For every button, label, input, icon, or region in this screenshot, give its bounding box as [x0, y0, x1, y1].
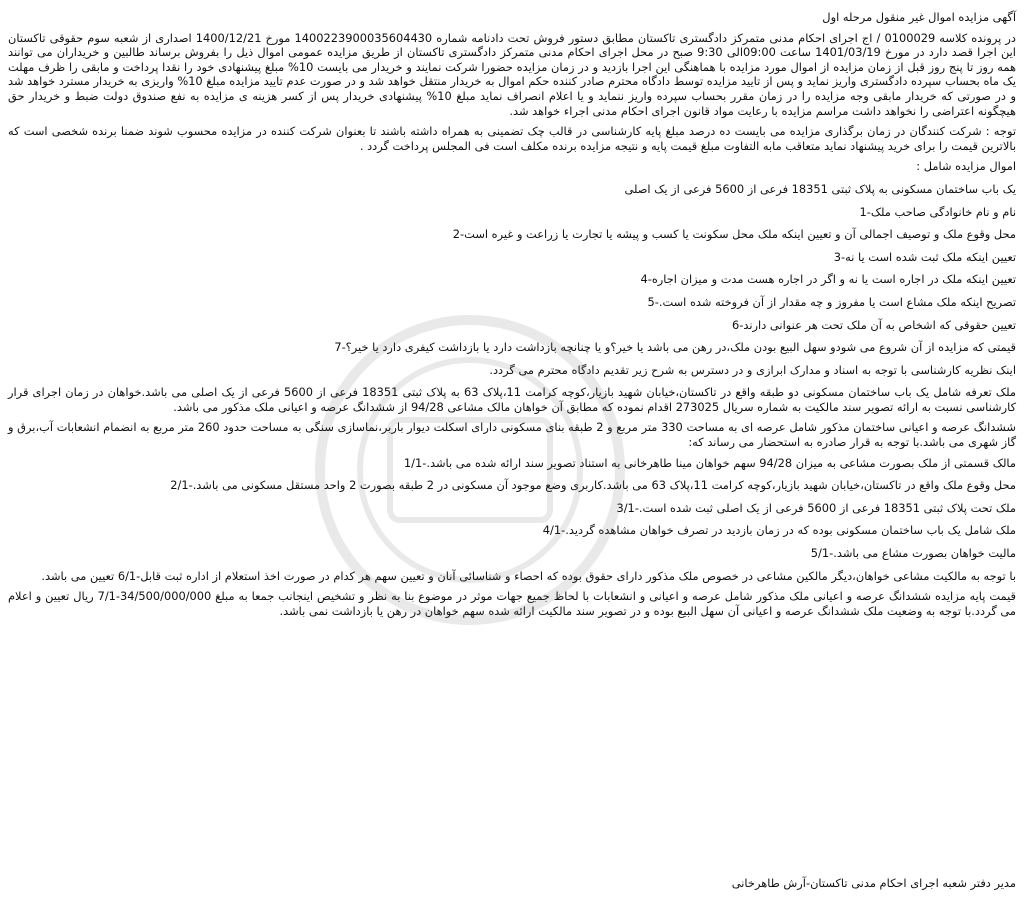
answer-6-1: با توجه به مالکیت مشاعی خواهان،دیگر مالکین مشاعی در خصوص ملک مذکور دارای حقوق بوده که احصاء و شناسائی آنان و تعیین سهم هر کدام در صورت اخذ استعلام از اداره ثبت قابل-6/1 تعیین می باشد.	[41, 568, 1016, 583]
notice-title: آگهی مزایده اموال غیر منقول مرحله اول	[822, 10, 1016, 24]
answer-1-1: مالک قسمتی از ملک بصورت مشاعی به میزان 94/28 سهم خواهان مینا طاهرخانی به استناد تصویر سند ارائه شده می باشد.-1/1	[403, 455, 1016, 470]
note-paragraph: توجه : شرکت کنندگان در زمان برگذاری مزایده می بایست ده درصد مبلغ پایه کارشناسی در قالب چک تضمینی به همراه داشته باشند تا بعنوان شرکت کننده در مزایده محسوب شوند ضمنا برنده شخصی است که بالاترین قیمت را برای خرید پیشنهاد نماید متعاقب مابه التفاوت مبلغ قیمت پایه و نتیجه مزایده برنده مکلف است فی المجلس پرداخت گردد .	[8, 124, 1016, 153]
signature-line: مدیر دفتر شعبه اجرای احکام مدنی تاکستان-آرش طاهرخانی	[731, 876, 1016, 890]
asset-description: یک باب ساختمان مسکونی به پلاک ثبتی 18351 فرعی از 5600 فرعی از یک اصلی	[624, 181, 1016, 196]
question-7: قیمتی که مزایده از آن شروع می شودو سهل البیع بودن ملک،در رهن می باشد یا خیر؟و یا چنانچه بازداشت دارد یا بازداشت کیفری دارد یا خیر؟-7	[334, 340, 1016, 355]
answer-7-1: قیمت پایه مزایده ششدانگ عرصه و اعیانی ملک مذکور شامل عرصه و اعیانی و انشعابات با لحاظ جمیع جهات موثر در موضوع بنا به نظر و تشخیص اینجانب جمعا به مبلغ 34/500/000/000-7/1 ریال تعیین و اعلام می گردد.با توجه به وضعیت ملک ششدانگ عرصه و اعیانی آن سهل البیع بوده و در تصویر سند مالکیت ارائه شده سهم خواهان در رهن یا بازداشت نمی باشد.	[8, 589, 1016, 618]
answer-5-1: مالیت خواهان بصورت مشاع می باشد.-5/1	[810, 546, 1016, 561]
question-1: نام و نام خانوادگی صاحب ملک-1	[859, 204, 1016, 219]
assets-heading: اموال مزایده شامل :	[916, 159, 1016, 174]
expert-intro: اینک نظریه کارشناسی با توجه به اسناد و مدارک ابرازی و در دسترس به شرح زیر تقدیم دادگاه محترم می گردد.	[489, 362, 1016, 377]
question-4: تعیین اینکه ملک در اجاره است یا نه و اگر در اجاره هست مدت و میزان اجاره-4	[640, 272, 1016, 287]
intro-paragraph: در پرونده کلاسه 0100029 / اج اجرای احکام مدنی متمرکز دادگستری تاکستان مطابق دستور فروش تحت دادنامه شماره 140022390003560443‌0 مورخ 1400/12/21 اصداری از شعبه سوم حقوقی تاکستان این اجرا قصد دارد در مورخ 1401/03/19 ساعت 09:00الی 9:30 صبح در محل اجرای احکام مدنی متمرکز دادگستری تاکستان از طریق مزایده عمومی اموال ذیل را بفروش برساند طالبین و خریداران می توانند همه روز تا پنج روز قبل از زمان مزایده از اموال مورد مزایده با هماهنگی این اجرا بازدید و در زمان مزایده حضورا شرکت نمایند و خریدار می بایست 10% مبلغ پیشنهادی خود را نقدا پرداخت و مابقی را ظرف مهلت یک ماه بحساب سپرده دادگستری واریز نماید و پس از تایید مزایده توسط دادگاه محترم صادر کننده حکم اموال به خریدار منتقل خواهد شد و در صورت عدم تایید مزایده مبلغ 10% واریزی به خریدار مسترد خواهد شد و در صورتی که خریدار مابقی وجه مزایده را در زمان مقرر بحساب سپرده واریز ننماید و یا اعلام انصراف نماید مبلغ 10% پیشنهادی خریدار پس از کسر هزینه ی مزایده به نفع صندوق دولت ضبط و خریدار حق هیچگونه اعتراضی را نخواهد داشت مراسم مزایده با رعایت مواد قانون اجرای احکام مدنی اجراء خواهد شد.	[8, 30, 1016, 118]
property-description: ملک تعرفه شامل یک باب ساختمان مسکونی دو طبقه واقع در تاکستان،خیابان شهید بازیار،کوچه کرامت 11،پلاک 63 به پلاک ثبتی 18351 فرعی از 5600 فرعی از یک اصلی می باشد.خواهان در زمان اجرای قرار کارشناسی نسبت به ارائه تصویر سند مالکیت به شماره سریال 273025 اقدام نموده که مطابق آن خواهان مالک مشاعی 94/28 از ششدانگ عرصه و اعیانی ملک مذکور می باشد.	[8, 385, 1016, 414]
question-6: تعیین حقوقی که اشخاص به آن ملک تحت هر عنوانی دارند-6	[732, 317, 1016, 332]
answer-4-1: ملک شامل یک باب ساختمان مسکونی بوده که در زمان بازدید در تصرف خواهان مشاهده گردید.-4/1	[542, 523, 1016, 538]
question-3: تعیین اینکه ملک ثبت شده است یا نه-3	[833, 249, 1016, 264]
question-2: محل وقوع ملک و توصیف اجمالی آن و تعیین اینکه ملک محل سکونت یا کسب و پیشه یا تجارت یا زراعت و غیره است-2	[452, 227, 1016, 242]
question-5: تصریح اینکه ملک مشاع است یا مفروز و چه مقدار از آن فروخته شده است.-5	[647, 294, 1016, 309]
answer-2-1: محل وقوع ملک واقع در تاکستان،خیابان شهید بازیار،کوچه کرامت 11،پلاک 63 می باشد.کاربری وضع موجود آن مسکونی در 2 طبقه بصورت 2 واحد مستقل مسکونی می باشد.-2/1	[170, 478, 1016, 493]
answer-3-1: ملک تحت پلاک ثبتی 18351 فرعی از 5600 فرعی از یک اصلی ثبت شده است.-3/1	[616, 500, 1016, 515]
area-description: ششدانگ عرصه و اعیانی ساختمان مذکور شامل عرصه ای به مساحت 330 متر مربع و 2 طبقه بنای مسکونی دارای اسکلت دیوار باربر،نماسازی سنگی به مساحت حدود 260 متر مربع به انضمام انشعابات آب،برق و گاز شهری می باشد.با توجه به قرار صادره به استحضار می رساند که:	[8, 420, 1016, 450]
